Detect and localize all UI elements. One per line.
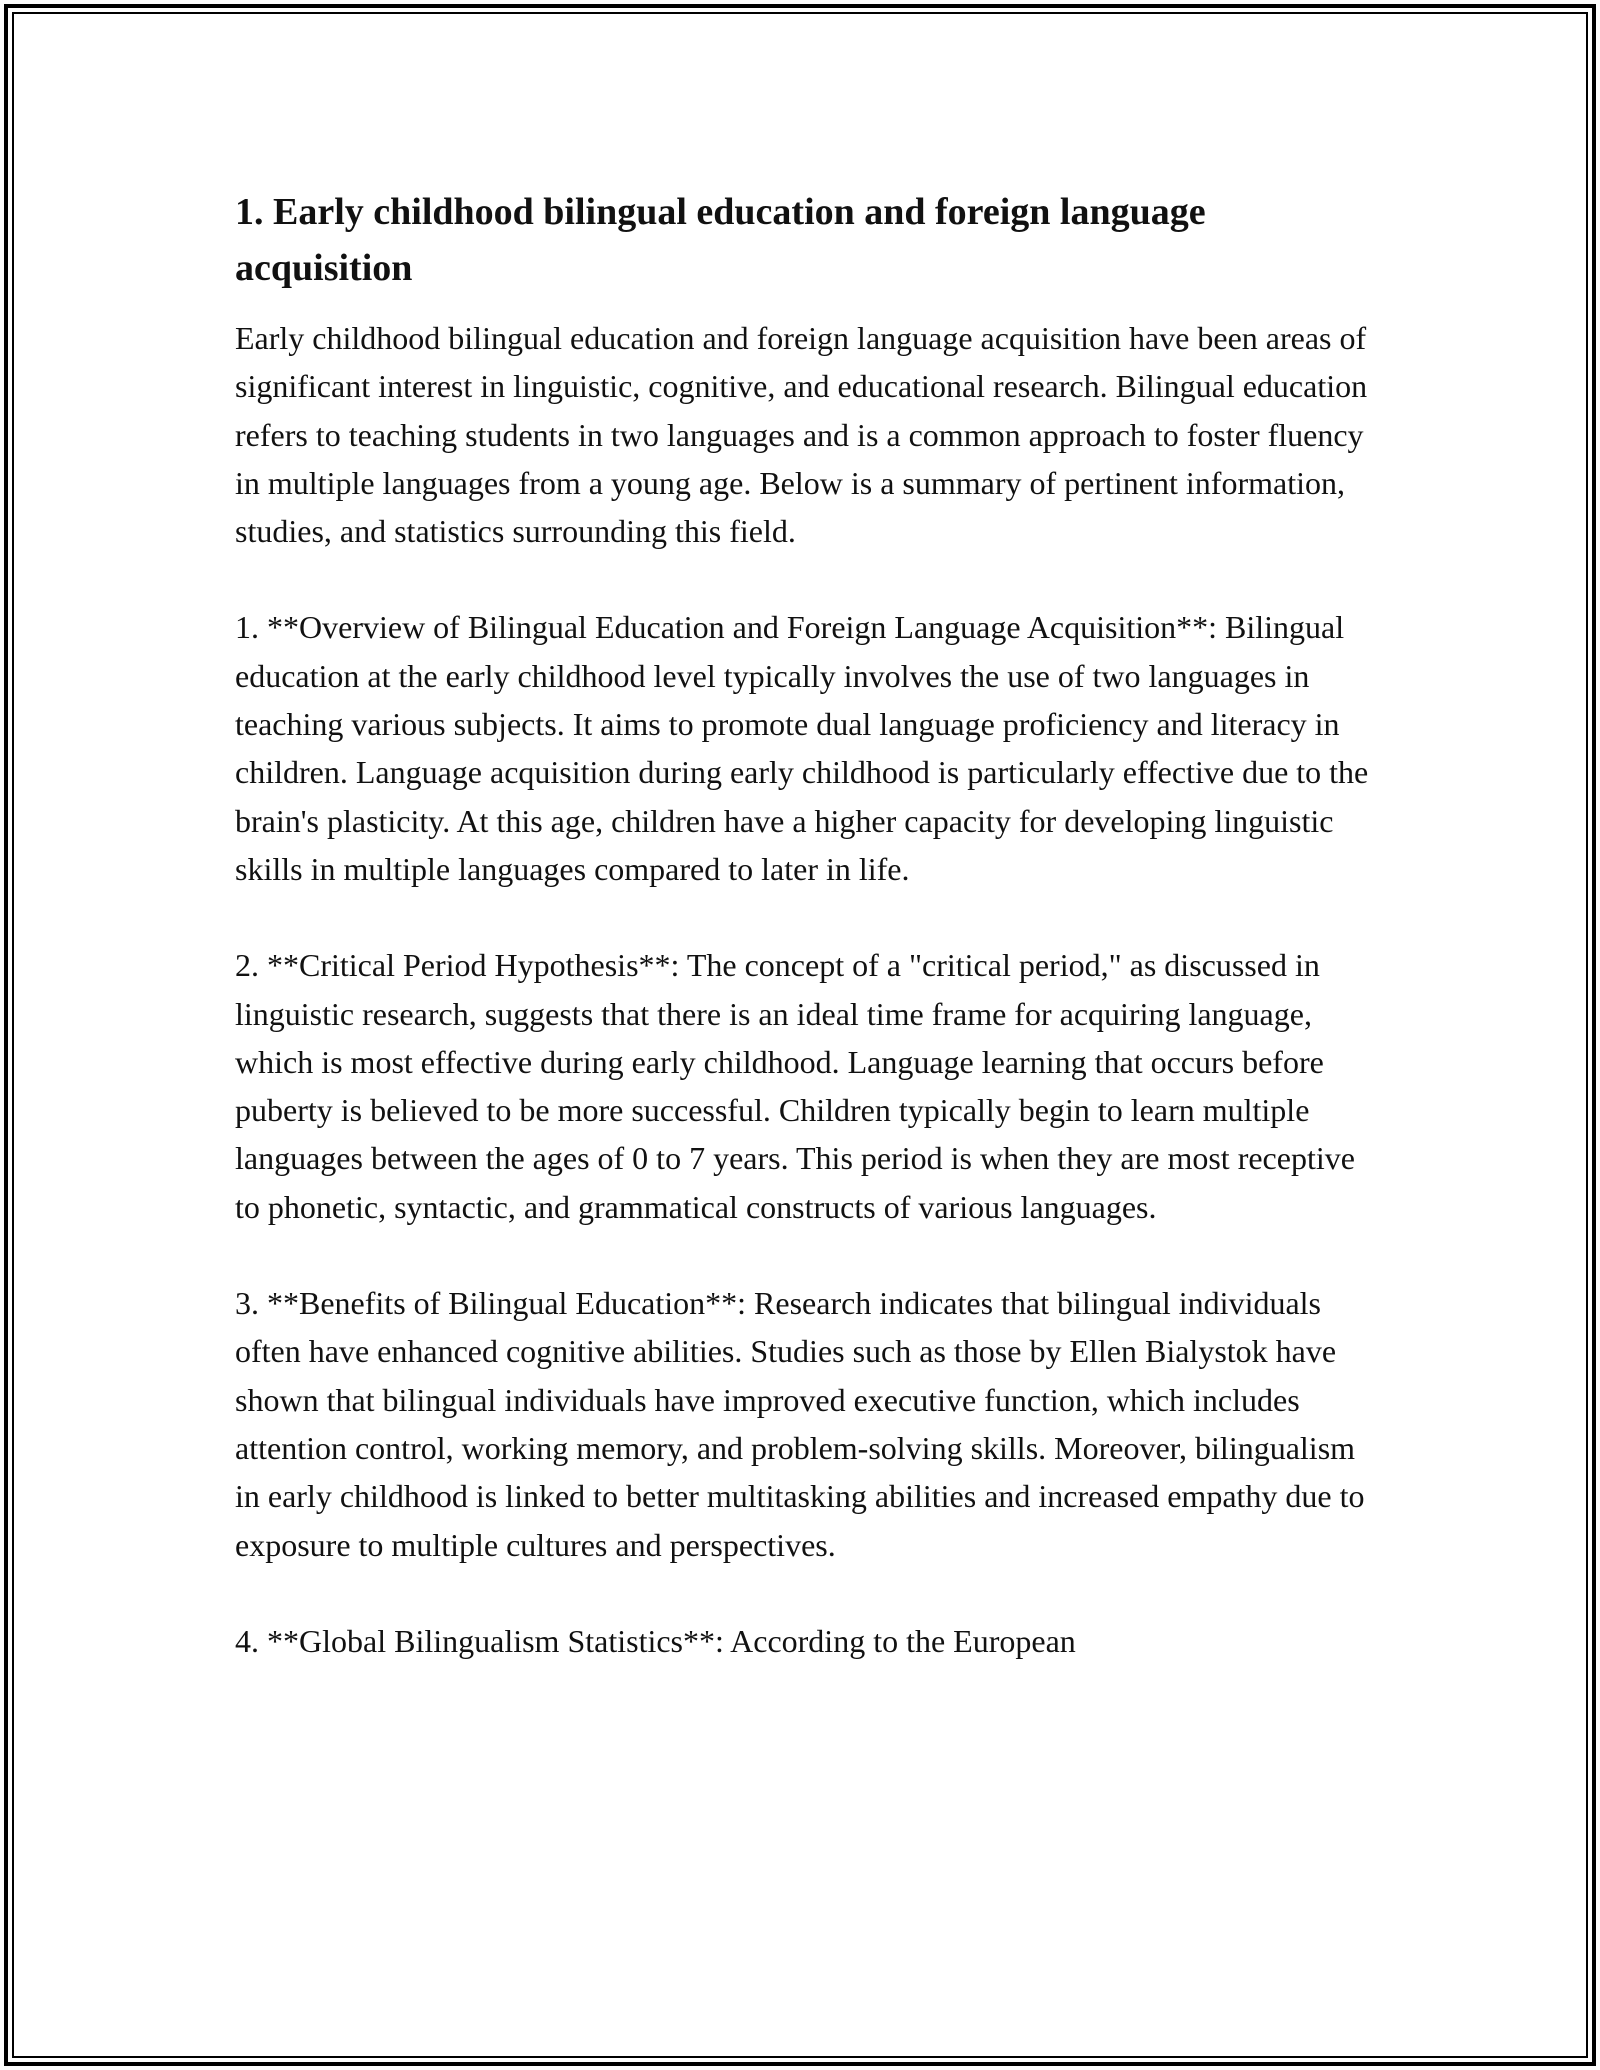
paragraph-overview: 1. **Overview of Bilingual Education and Foreign Language Acquisition**: Bilingual education at the early childhood level typically involves the use of two languages in teaching various subjects. It aims to promote dual language proficiency and literacy in children. Language acquisition during early childhood is particularly effective due to the brain's plasticity. At this age, children have a higher capacity for developing linguistic skills in multiple languages compared to later in life. xyxy=(235,609,1369,887)
section-heading: 1. Early childhood bilingual education and foreign language acquisition xyxy=(235,191,1206,289)
document-body xyxy=(235,184,1375,1713)
paragraph-intro: Early childhood bilingual education and foreign language acquisition have been areas of significant interest in linguistic, cognitive, and educational research. Bilingual education refers to teaching students in two languages and is a common approach to foster fluency in multiple languages from a young age. Below is a summary of pertinent information, studies, and statistics surrounding this field. xyxy=(235,320,1368,550)
paragraph-global-statistics: 4. **Global Bilingualism Statistics**: According to the European xyxy=(235,1622,1076,1659)
paragraph-critical-period: 2. **Critical Period Hypothesis**: The concept of a "critical period," as discussed in linguistic research, suggests that there is an ideal time frame for acquiring language, which is most effective during early childhood. Language learning that occurs before puberty is believed to be more successful. Children typically begin to learn multiple languages between the ages of 0 to 7 years. This period is when they are most receptive to phonetic, syntactic, and grammatical constructs of various languages. xyxy=(235,947,1355,1225)
paragraph-benefits: 3. **Benefits of Bilingual Education**: Research indicates that bilingual individuals often have enhanced cognitive abilities. Studies such as those by Ellen Bialystok have shown that bilingual individuals have improved executive function, which includes attention control, working memory, and problem-solving skills. Moreover, bilingualism in early childhood is linked to better multitasking abilities and increased empathy due to exposure to multiple cultures and perspectives. xyxy=(235,1285,1365,1563)
